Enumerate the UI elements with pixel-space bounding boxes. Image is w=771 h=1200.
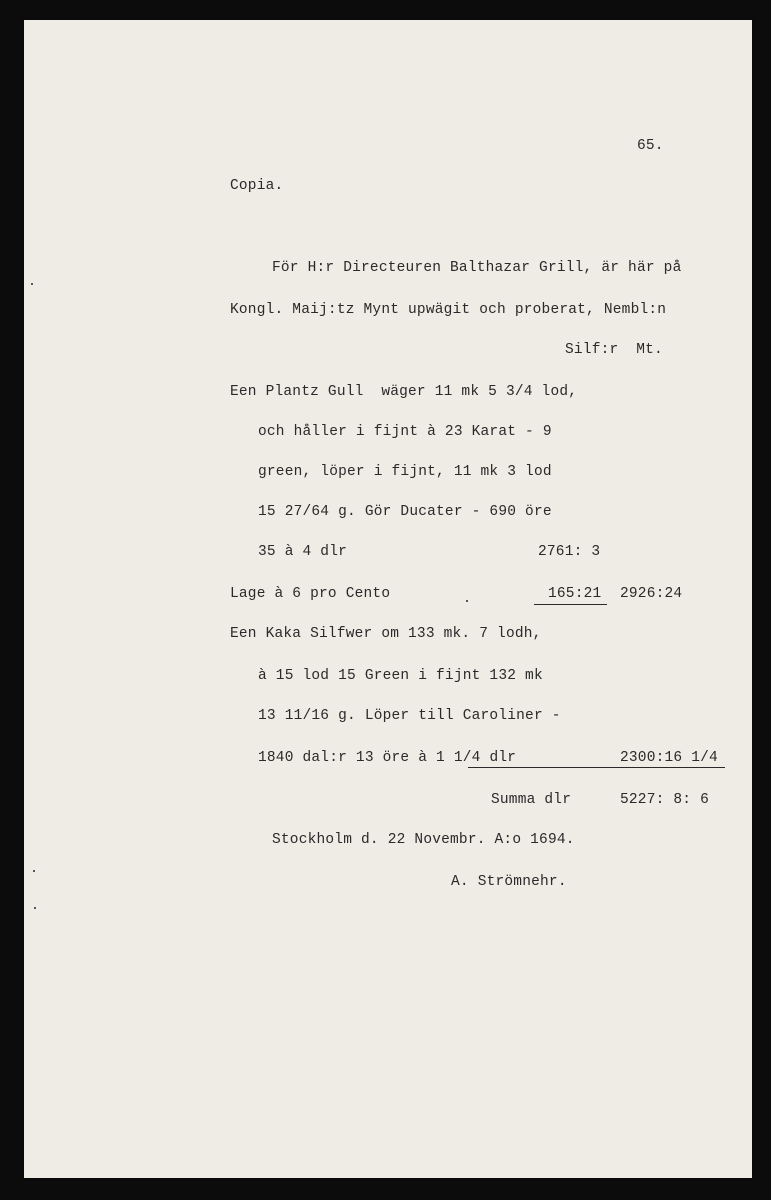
document-page bbox=[24, 20, 752, 1178]
item1-amount: 2761: 3 bbox=[538, 544, 601, 560]
item2-line-4-prefix: 1840 dal:r 13 öre à 1 1/4 bbox=[258, 750, 490, 766]
lage-amount-text: 165:21 bbox=[548, 586, 602, 602]
page-number: 65. bbox=[637, 138, 664, 154]
intro-line-1: För H:r Directeuren Balthazar Grill, är här på bbox=[272, 260, 682, 276]
item2-line-4 bbox=[258, 749, 516, 767]
item2-line-4-unit: dlr bbox=[489, 750, 517, 766]
margin-mark-2 bbox=[33, 870, 35, 872]
stray-mark bbox=[466, 600, 468, 602]
item2-line-2: à 15 lod 15 Green i fijnt 132 mk bbox=[258, 668, 543, 684]
item1-line-4: 15 27/64 g. Gör Ducater - 690 öre bbox=[258, 504, 552, 520]
margin-mark-1 bbox=[31, 283, 33, 285]
summa-label: Summa dlr bbox=[491, 792, 572, 808]
column-header: Silf:r Mt. bbox=[565, 342, 663, 358]
intro-line-2: Kongl. Maij:tz Mynt upwägit och proberat, Nembl:n bbox=[230, 302, 667, 318]
signature: A. Strömnehr. bbox=[451, 874, 567, 890]
lage-amount bbox=[534, 585, 607, 605]
lage-total: 2926:24 bbox=[620, 586, 683, 602]
item1-line-2: och håller i fijnt à 23 Karat - 9 bbox=[258, 424, 552, 440]
lage-label: Lage à 6 pro Cento bbox=[230, 586, 391, 602]
item1-line-5: 35 à 4 dlr bbox=[258, 544, 348, 560]
item1-line-3: green, löper i fijnt, 11 mk 3 lod bbox=[258, 464, 552, 480]
item1-line-1: Een Plantz Gull wäger 11 mk 5 3/4 lod, bbox=[230, 384, 578, 400]
item2-line-3: 13 11/16 g. Löper till Caroliner - bbox=[258, 708, 561, 724]
document-heading: Copia. bbox=[230, 178, 284, 194]
place-date: Stockholm d. 22 Novembr. A:o 1694. bbox=[272, 832, 575, 848]
summa-total: 5227: 8: 6 bbox=[620, 792, 710, 808]
item2-total: 2300:16 1/4 bbox=[620, 750, 718, 766]
item2-line-1: Een Kaka Silfwer om 133 mk. 7 lodh, bbox=[230, 626, 542, 642]
margin-mark-3 bbox=[34, 907, 36, 909]
